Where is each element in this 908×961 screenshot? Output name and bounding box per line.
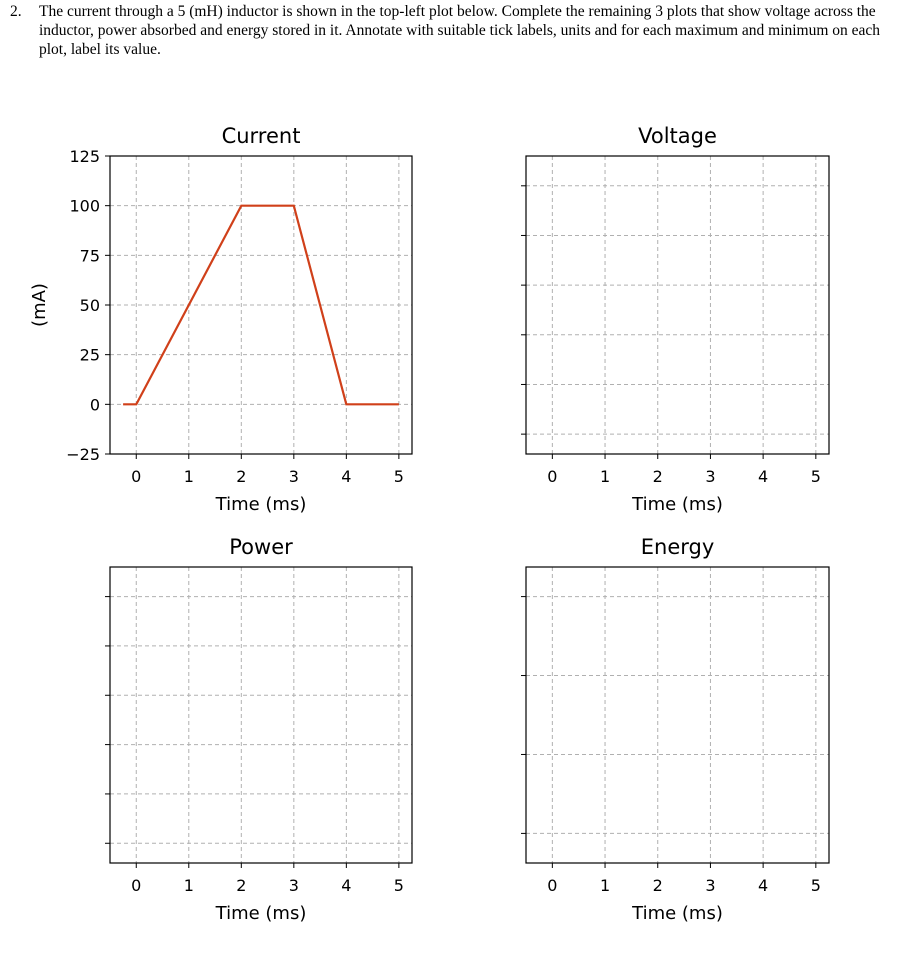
- voltage-panel: [521, 124, 829, 515]
- voltage-xtick-label: 0: [547, 467, 558, 486]
- current-ytick-label: 125: [69, 147, 100, 166]
- current-ytick-label: 0: [89, 395, 100, 415]
- voltage-xlabel: Time (ms): [632, 494, 723, 515]
- current-xtick-label: 4: [341, 467, 352, 486]
- current-xtick-label: 0: [131, 467, 142, 486]
- current-xtick-label: 5: [393, 467, 404, 486]
- energy-xtick-label: 1: [599, 876, 611, 895]
- current-ytick-label: 75: [79, 246, 100, 266]
- power-xtick-label: 2: [236, 876, 247, 895]
- power-xtick-label: 3: [288, 876, 299, 895]
- current-ytick-label: 50: [79, 296, 100, 315]
- voltage-xtick-label: 4: [758, 467, 769, 486]
- current-ytick-label: −25: [66, 445, 100, 464]
- current-title: Current: [221, 124, 301, 148]
- current-ylabel: (mA): [29, 283, 50, 327]
- power-panel: [105, 535, 412, 924]
- current-xlabel: Time (ms): [215, 494, 307, 515]
- voltage-xtick-label: 3: [705, 467, 716, 486]
- current-panel: [29, 124, 412, 515]
- energy-xtick-label: 0: [547, 876, 558, 895]
- energy-title: Energy: [640, 535, 715, 559]
- current-ytick-label: 25: [79, 345, 100, 365]
- energy-xtick-label: 2: [652, 876, 663, 895]
- energy-xtick-label: 5: [810, 876, 821, 895]
- voltage-title: Voltage: [638, 124, 717, 148]
- voltage-axes-frame: [526, 156, 829, 454]
- voltage-xtick-label: 1: [599, 467, 611, 486]
- power-xlabel: Time (ms): [215, 903, 307, 924]
- energy-xtick-label: 4: [758, 876, 769, 895]
- power-xtick-label: 0: [131, 876, 142, 895]
- voltage-xtick-label: 5: [810, 467, 821, 486]
- energy-xtick-label: 3: [705, 876, 716, 895]
- problem-text: The current through a 5 (mH) inductor is shown in the top-left plot below. Complete the remaining 3 plots that show voltage across the inductor, power absorbed and energy stored in it. Annotate with suitable tick labels, units and for each maximum and minimum on each plot, label its value.: [39, 3, 881, 58]
- power-xtick-label: 4: [341, 876, 352, 895]
- energy-axes-frame: [526, 567, 829, 863]
- energy-xlabel: Time (ms): [632, 903, 723, 924]
- current-xtick-label: 2: [236, 467, 247, 486]
- energy-panel: [521, 535, 829, 924]
- problem-number: 2.: [10, 3, 22, 20]
- power-xtick-label: 5: [393, 876, 404, 895]
- power-axes-frame: [110, 567, 412, 863]
- power-xtick-label: 1: [183, 876, 194, 895]
- current-xtick-label: 1: [183, 467, 194, 486]
- current-ytick-label: 100: [69, 196, 100, 216]
- voltage-xtick-label: 2: [652, 467, 663, 486]
- power-title: Power: [229, 535, 293, 559]
- current-xtick-label: 3: [288, 467, 299, 486]
